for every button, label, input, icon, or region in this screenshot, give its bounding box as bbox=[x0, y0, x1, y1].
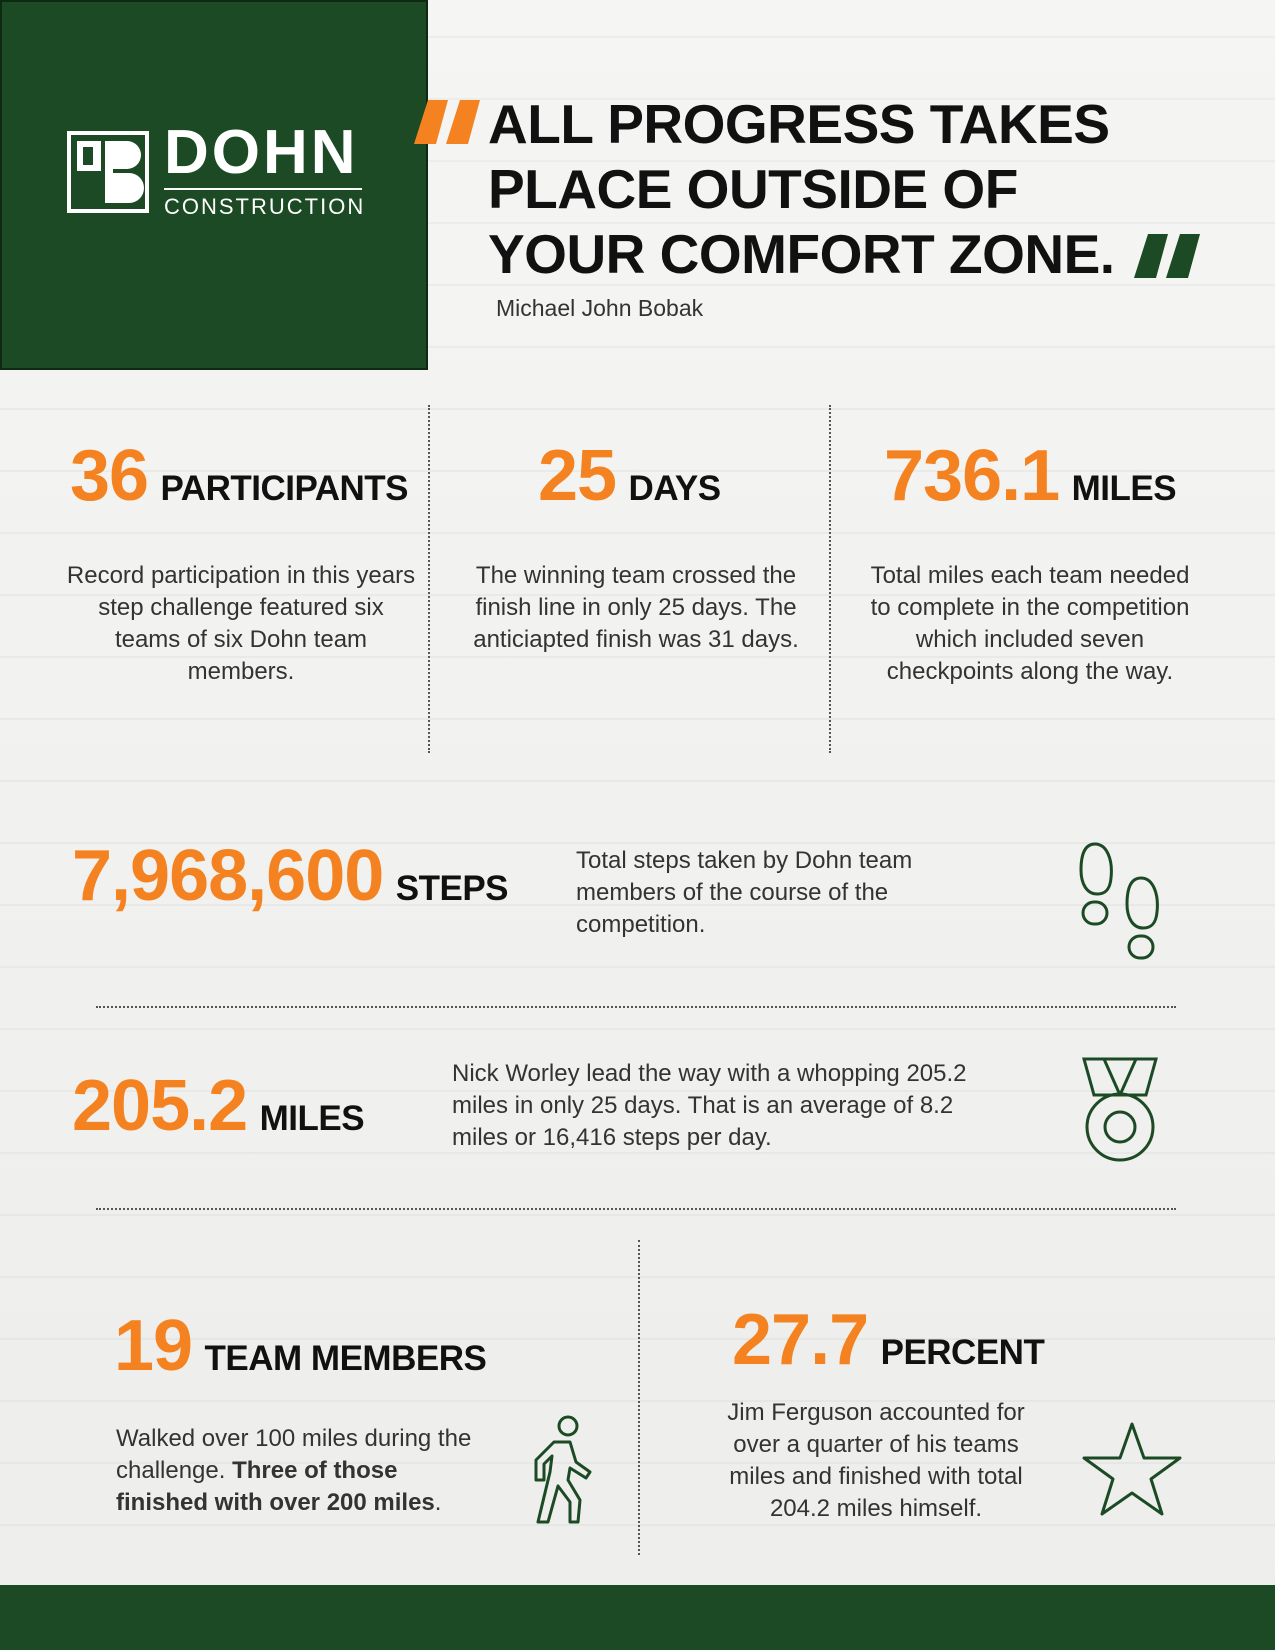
medal-icon bbox=[1080, 1055, 1160, 1165]
stat-team-members-description bbox=[116, 1423, 476, 1519]
column-divider bbox=[829, 405, 831, 753]
quote-line-3: YOUR COMFORT ZONE. bbox=[488, 223, 1115, 285]
stat-unit: PARTICIPANTS bbox=[160, 469, 408, 508]
quote-author: Michael John Bobak bbox=[496, 295, 704, 321]
description-bold: Three of those finished with over 200 miles bbox=[116, 1457, 435, 1516]
open-quote-icon bbox=[414, 100, 484, 146]
stat-participants-description: Record participation in this years step challenge featured six teams of six Dohn team members. bbox=[66, 562, 416, 685]
stat-top-walker-description: Nick Worley lead the way with a whopping 205.2 miles in only 25 days. That is an average of 8.2 miles or 16,416 steps per day. bbox=[452, 1060, 967, 1151]
star-icon bbox=[1080, 1420, 1184, 1520]
quote-line-1: ALL PROGRESS TAKES bbox=[488, 93, 1110, 155]
stat-number: 19 bbox=[114, 1306, 193, 1386]
description-plain: Walked over 100 miles during the challenge. bbox=[116, 1425, 472, 1484]
stat-steps-description: Total steps taken by Dohn team members of the course of the competition. bbox=[576, 847, 913, 938]
quote-line-2: PLACE OUTSIDE OF bbox=[488, 158, 1018, 220]
stat-number: 25 bbox=[538, 436, 617, 516]
stat-unit: MILES bbox=[259, 1099, 365, 1138]
stat-top-walker bbox=[72, 1066, 472, 1146]
column-divider bbox=[638, 1240, 640, 1555]
stat-team-members bbox=[114, 1306, 514, 1386]
stat-number: 36 bbox=[70, 436, 149, 516]
description-end: . bbox=[434, 1489, 442, 1516]
brand-subtitle: CONSTRUCTION bbox=[164, 194, 366, 219]
stat-percent-description: Jim Ferguson accounted for over a quarter of his teams miles and finished with total 204.2 miles himself. bbox=[727, 1399, 1025, 1522]
stat-unit: TEAM MEMBERS bbox=[204, 1339, 487, 1378]
stat-percent bbox=[732, 1300, 1152, 1380]
section-divider bbox=[96, 1208, 1176, 1210]
stat-number: 736.1 bbox=[884, 436, 1060, 516]
stat-unit: MILES bbox=[1071, 469, 1177, 508]
stat-unit: PERCENT bbox=[880, 1333, 1045, 1372]
quote-text bbox=[488, 92, 1128, 287]
stat-unit: DAYS bbox=[628, 469, 721, 508]
stat-number: 27.7 bbox=[732, 1300, 869, 1380]
footprints-icon bbox=[1075, 840, 1165, 962]
footer-band bbox=[0, 1585, 1275, 1650]
stat-team-miles-description: Total miles each team needed to complete in the competition which included seven checkpoints along the way. bbox=[870, 562, 1190, 685]
stat-steps bbox=[72, 836, 552, 916]
close-quote-icon bbox=[1134, 234, 1204, 280]
stat-team-miles bbox=[884, 436, 1244, 516]
column-divider bbox=[428, 405, 430, 753]
walking-person-icon bbox=[518, 1414, 598, 1526]
stat-number: 205.2 bbox=[72, 1066, 248, 1146]
logo-divider bbox=[164, 188, 362, 190]
stat-days bbox=[538, 436, 838, 516]
section-divider bbox=[96, 1006, 1176, 1008]
stat-unit: STEPS bbox=[395, 869, 509, 908]
stat-number: 7,968,600 bbox=[72, 836, 384, 916]
stat-days-description: The winning team crossed the finish line in only 25 days. The anticiapted finish was 31 days. bbox=[473, 562, 799, 653]
stat-participants bbox=[70, 436, 430, 516]
logo-mark-icon bbox=[67, 131, 149, 213]
brand-name: DOHN bbox=[164, 118, 359, 187]
